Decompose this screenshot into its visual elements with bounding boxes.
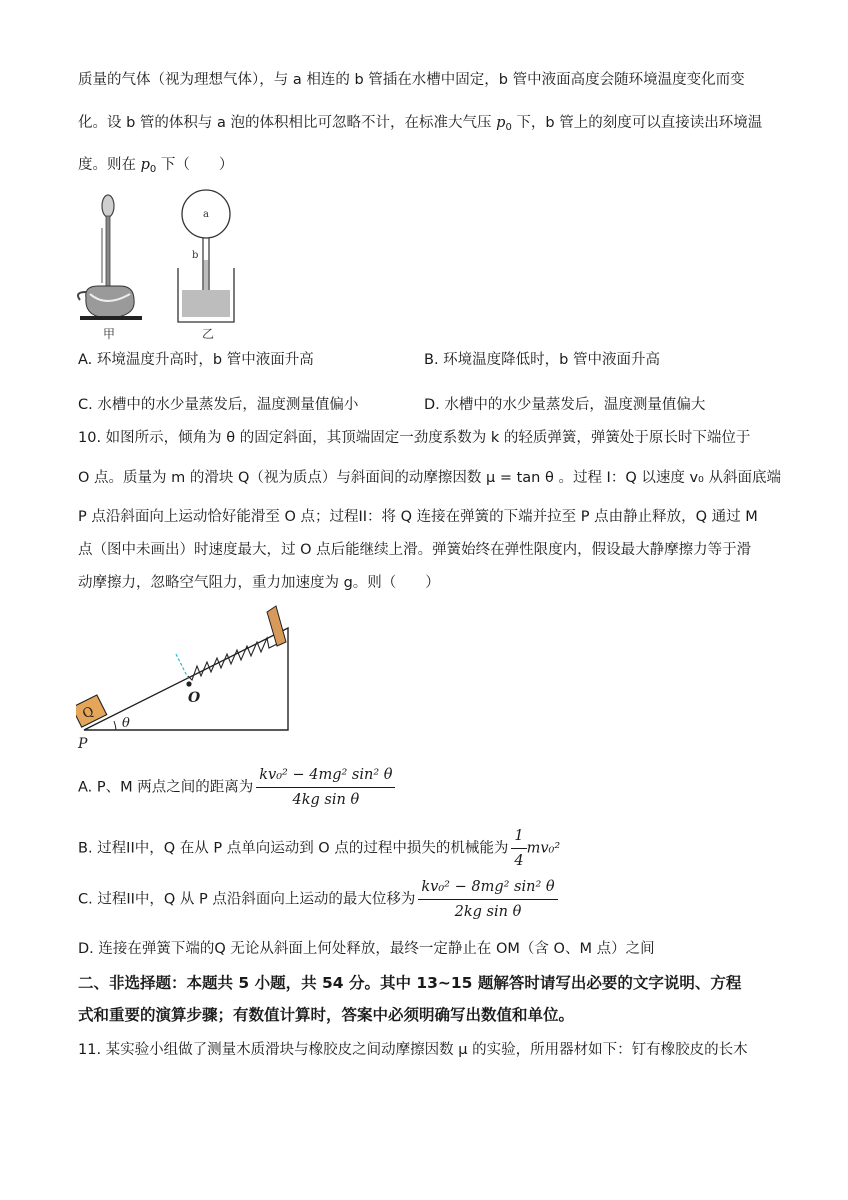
section-2-heading-line-1: 二、非选择题：本题共 5 小题，共 54 分。其中 13~15 题解答时请写出必要的文字说明、方程 <box>78 974 742 992</box>
label-p: P <box>78 736 88 752</box>
q9-option-d: D. 水槽中的水少量蒸发后，温度测量值偏大 <box>424 397 706 413</box>
q10-option-a-text: A. P、M 两点之间的距离为 <box>78 779 254 796</box>
section-2-heading-line-2: 式和重要的演算步骤；有数值计算时，答案中必须明确写出数值和单位。 <box>78 1006 575 1024</box>
spring <box>188 638 277 680</box>
spring-end-marker <box>176 654 188 678</box>
figure-jia <box>78 195 142 341</box>
p0-symbol: p <box>140 157 150 173</box>
fraction-numerator: kv₀² − 8mg² sin² θ <box>418 877 557 900</box>
q10-option-b-fraction <box>511 826 526 871</box>
label-theta: θ <box>122 716 130 731</box>
spring-mount <box>267 606 286 646</box>
fraction-denominator: 4kg sin θ <box>292 792 360 808</box>
label-a: a <box>203 209 209 220</box>
q10-option-b-tail: mv₀² <box>526 840 561 857</box>
q9-line-2-b: 下，b 管上的刻度可以直接读出环境温 <box>511 115 763 131</box>
q10-option-c-fraction <box>418 877 557 922</box>
q10-option-c-text: C. 过程II中，Q 从 P 点沿斜面向上运动的最大位移为 <box>78 891 416 908</box>
fraction-numerator: 1 <box>511 826 526 849</box>
angle-arc <box>114 721 116 730</box>
q10-option-a <box>78 765 395 810</box>
fraction-denominator: 2kg sin θ <box>454 904 522 920</box>
q10-line-3: P 点沿斜面向上运动恰好能滑至 O 点；过程II：将 Q 连接在弹簧的下端并拉至 P 点由静止释放，Q 通过 M <box>78 509 758 525</box>
caption-jia: 甲 <box>103 327 116 341</box>
q9-line-3-b: 下（ ） <box>156 157 234 173</box>
q9-line-3 <box>78 154 788 181</box>
figure-yi <box>178 190 234 341</box>
q10-line-4: 点（图中未画出）时速度最大，过 O 点后能继续上滑。弹簧始终在弹性限度内，假设最大静摩擦力等于滑 <box>78 542 752 558</box>
q9-option-c: C. 水槽中的水少量蒸发后，温度测量值偏小 <box>78 397 359 413</box>
incline-figure <box>76 602 306 752</box>
q9-option-a: A. 环境温度升高时，b 管中液面升高 <box>78 352 314 368</box>
q10-line-5: 动摩擦力，忽略空气阻力，重力加速度为 g。则（ ） <box>78 575 440 591</box>
block-q <box>76 695 107 727</box>
fraction-numerator: kv₀² − 4mg² sin² θ <box>256 765 395 788</box>
q10-line-1: 10. 如图所示，倾角为 θ 的固定斜面，其顶端固定一劲度系数为 k 的轻质弹簧，弹簧处于原长时下端位于 <box>78 430 751 446</box>
p0-subscript: 0 <box>149 164 157 175</box>
q10-option-b <box>78 826 560 871</box>
q10-option-a-fraction <box>256 765 395 810</box>
q11-line-1: 11. 某实验小组做了测量木质滑块与橡胶皮之间动摩擦因数 μ 的实验，所用器材如下：钉有橡胶皮的长木 <box>78 1042 748 1058</box>
q9-line-2-a: 化。设 b 管的体积与 a 泡的体积相比可忽略不计，在标准大气压 <box>78 115 497 131</box>
q9-line-3-a: 度。则在 <box>78 157 141 173</box>
point-o <box>186 681 191 686</box>
fraction-denominator: 4 <box>514 853 524 869</box>
q10-option-b-text: B. 过程II中，Q 在从 P 点单向运动到 O 点的过程中损失的机械能为 <box>78 840 509 857</box>
q9-line-2 <box>78 112 788 139</box>
q10-option-c <box>78 877 558 922</box>
label-b: b <box>192 250 199 261</box>
q10-line-2: O 点。质量为 m 的滑块 Q（视为质点）与斜面间的动摩擦因数 μ = tan θ 。过程 I：Q 以速度 v₀ 从斜面底端 <box>78 470 781 486</box>
p0-symbol: p <box>496 115 506 131</box>
q9-line-1: 质量的气体（视为理想气体），与 a 相连的 b 管插在水槽中固定，b 管中液面高度会随环境温度变化而变 <box>78 72 745 88</box>
label-o: O <box>188 690 201 706</box>
p0-subscript: 0 <box>505 122 512 133</box>
q9-option-b: B. 环境温度降低时，b 管中液面升高 <box>424 352 660 368</box>
thermometer-figure <box>76 188 256 348</box>
q10-option-d: D. 连接在弹簧下端的Q 无论从斜面上何处释放，最终一定静止在 OM（含 O、M 点）之间 <box>78 941 655 957</box>
caption-yi: 乙 <box>202 327 215 341</box>
label-q: Q <box>80 704 97 723</box>
